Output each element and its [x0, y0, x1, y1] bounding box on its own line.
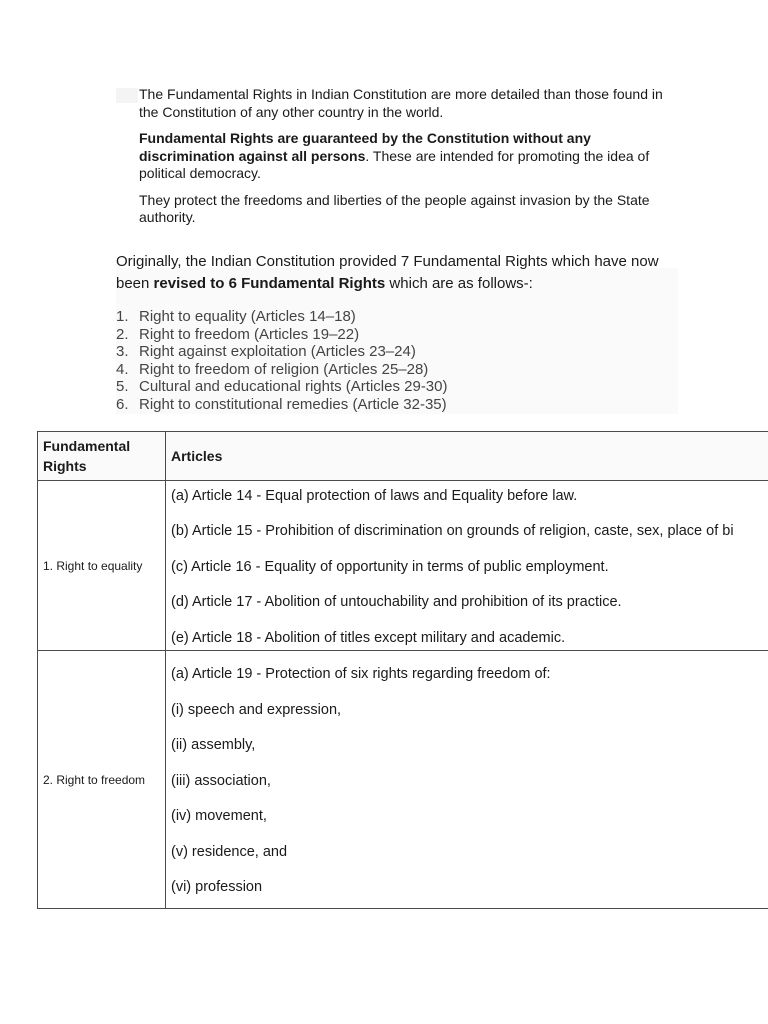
- list-item: [116, 378, 448, 396]
- list-text: Right against exploitation (Articles 23–24): [139, 343, 416, 360]
- list-number: 1.: [116, 308, 129, 325]
- list-text: Right to freedom of religion (Articles 25–28): [139, 360, 429, 378]
- article-line: (v) residence, and: [171, 843, 288, 860]
- header-fundamental-rights: Fundamental Rights: [38, 432, 166, 481]
- table-row: [38, 481, 768, 651]
- list-item: [116, 326, 448, 344]
- originally-text-2: which are as follows-:: [385, 275, 533, 292]
- right-name-cell: 2. Right to freedom: [38, 651, 166, 909]
- list-item: [116, 396, 448, 414]
- table-row: [38, 651, 768, 909]
- list-text: Right to constitutional remedies (Article 32-35): [139, 395, 447, 413]
- article-line: (vi) profession: [171, 879, 263, 895]
- fundamental-rights-list: [116, 308, 448, 413]
- intro-paragraph-2-bold: Fundamental Rights are guaranteed by the Constitution without any discrimination against all persons: [139, 130, 591, 164]
- list-number: 2.: [116, 325, 129, 343]
- rights-table: [37, 431, 768, 909]
- list-text: Cultural and educational rights (Articles 29-30): [139, 378, 448, 395]
- article-line: (a) Article 14 - Equal protection of laws and Equality before law.: [171, 487, 578, 504]
- intro-paragraph-2-rest: . These are intended for promoting the idea of political democracy.: [139, 147, 650, 181]
- intro-paragraph-1: The Fundamental Rights in Indian Constitution are more detailed than those found in the Constitution of any other country in the world.: [139, 86, 663, 120]
- article-line: (b) Article 15 - Prohibition of discrimination on grounds of religion, caste, sex, place of bi: [171, 523, 734, 539]
- intro-section: [139, 86, 679, 236]
- article-line: (d) Article 17 - Abolition of untouchability and prohibition of its practice.: [171, 594, 622, 610]
- originally-bold: revised to 6 Fundamental Rights: [153, 275, 386, 292]
- list-text: Right to freedom (Articles 19–22): [139, 325, 360, 343]
- article-line: (c) Article 16 - Equality of opportunity in terms of public employment.: [171, 558, 609, 575]
- table-header-row: [38, 432, 768, 481]
- list-text: Right to equality (Articles 14–18): [139, 308, 356, 325]
- intro-highlight: [116, 88, 138, 103]
- list-number: 4.: [116, 360, 129, 378]
- article-line: (i) speech and expression,: [171, 701, 342, 718]
- list-number: 6.: [116, 395, 129, 413]
- list-item: [116, 361, 448, 379]
- originally-paragraph: [116, 251, 678, 295]
- list-item: [116, 308, 448, 326]
- article-line: (ii) assembly,: [171, 737, 256, 753]
- article-line: (e) Article 18 - Abolition of titles except military and academic.: [171, 629, 566, 646]
- right-name-cell: 1. Right to equality: [38, 481, 166, 651]
- article-line: (iv) movement,: [171, 808, 267, 824]
- originally-text-1: Originally, the Indian Constitution provided 7 Fundamental Rights which have now been: [116, 253, 659, 292]
- intro-paragraph-2: [139, 130, 679, 183]
- intro-paragraph-3: They protect the freedoms and liberties of the people against invasion by the State authority.: [139, 191, 650, 225]
- list-number: 5.: [116, 378, 129, 395]
- header-articles: Articles: [166, 432, 768, 481]
- articles-cell: [166, 481, 768, 651]
- article-line: (iii) association,: [171, 772, 271, 789]
- list-number: 3.: [116, 343, 129, 360]
- list-item: [116, 343, 448, 361]
- articles-cell: [166, 651, 768, 909]
- article-line: (a) Article 19 - Protection of six rights regarding freedom of:: [171, 666, 551, 682]
